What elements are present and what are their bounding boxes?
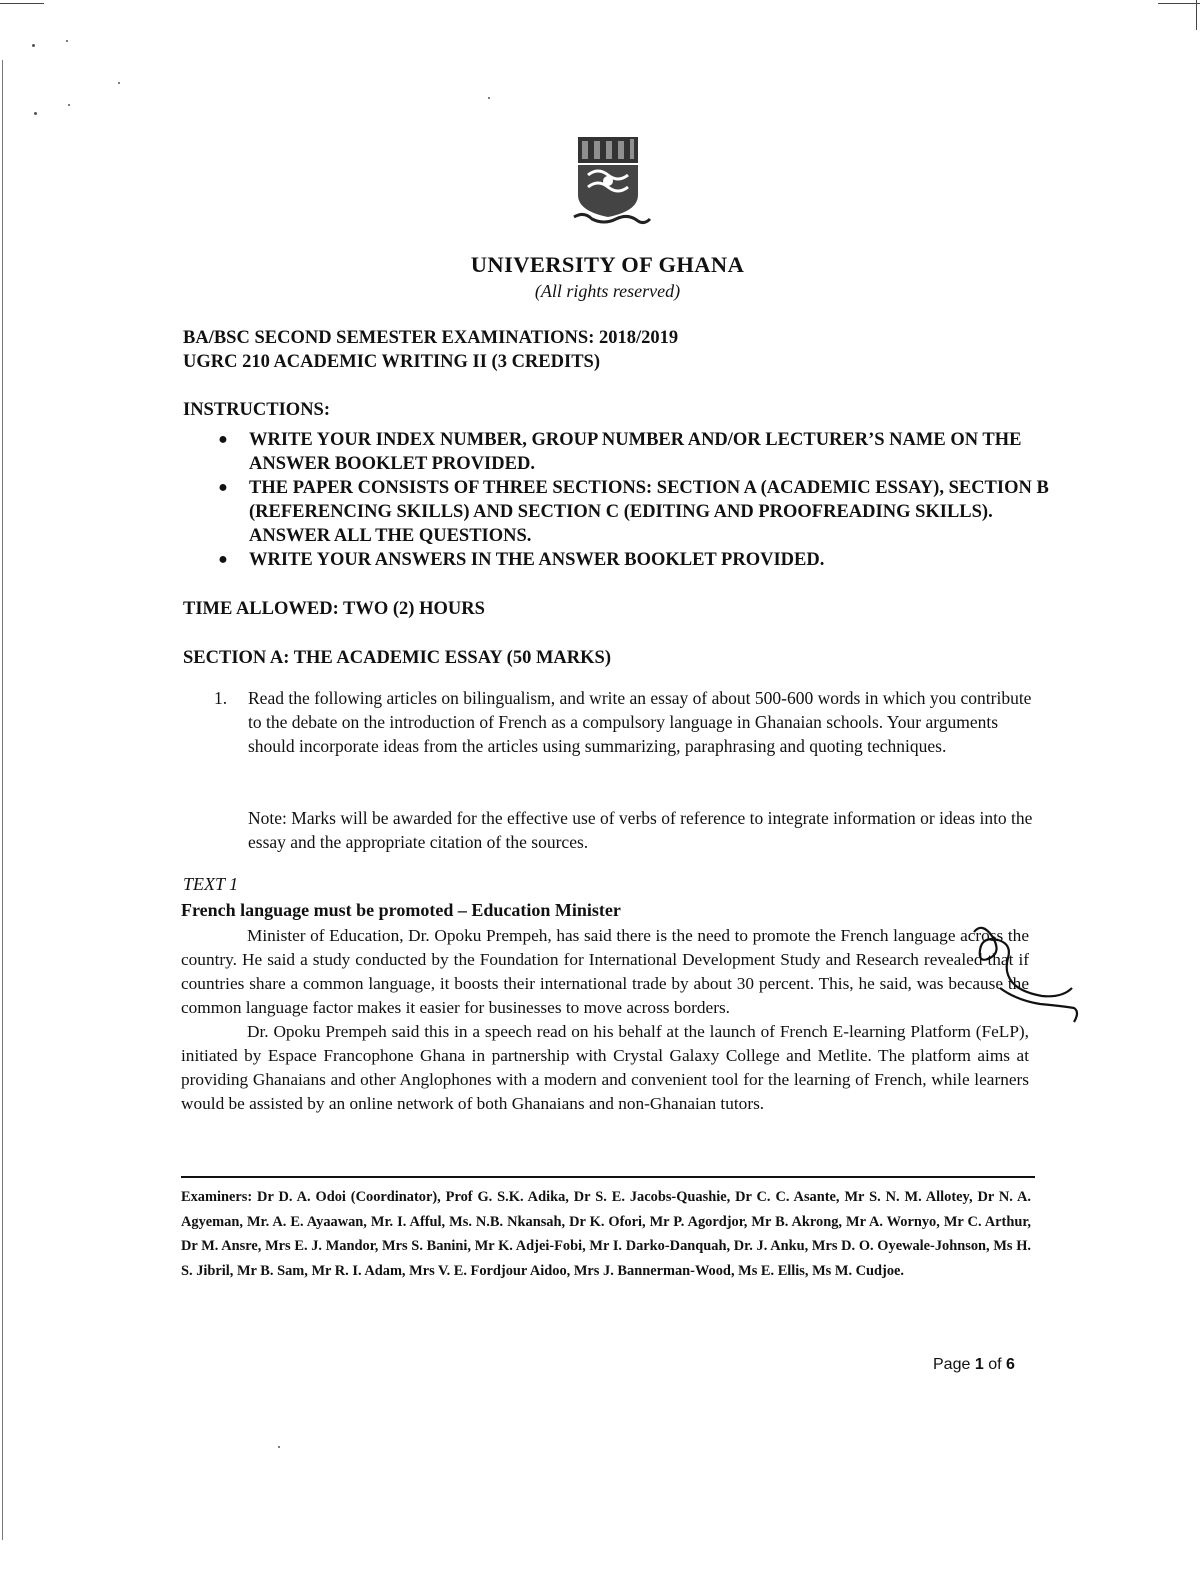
instruction-text: THE PAPER CONSISTS OF THREE SECTIONS: SECTION A (ACADEMIC ESSAY), SECTION B (REFERENCING SKILLS) AND SECTION C (EDITING AND PROOFREADING SKILLS). ANSWER ALL THE QUESTIONS. — [249, 478, 1049, 546]
bullet-icon: ● — [218, 551, 228, 568]
exam-title: BA/BSC SECOND SEMESTER EXAMINATIONS: 2018/2019 — [183, 328, 679, 348]
scan-speck — [66, 40, 68, 42]
text-label: TEXT 1 — [183, 874, 239, 894]
scan-speck — [488, 97, 490, 99]
page-label: Page — [933, 1356, 971, 1373]
page-current: 1 — [974, 1356, 984, 1373]
scan-edge-right — [1196, 0, 1197, 30]
instruction-text: WRITE YOUR INDEX NUMBER, GROUP NUMBER AND/OR LECTURER’S NAME ON THE ANSWER BOOKLET PROVIDED. — [249, 430, 1022, 474]
marking-note: Note: Marks will be awarded for the effective use of verbs of reference to integrate information or ideas into the essay and the appropriate citation of the sources. — [248, 808, 1033, 852]
examiners-list: Examiners: Dr D. A. Odoi (Coordinator), Prof G. S.K. Adika, Dr S. E. Jacobs-Quashie, Dr C. C. Asante, Mr S. N. M. Allotey, Dr N. A. Agyeman, Mr. A. E. Ayaawan, Mr. I. Afful, Ms. N.B. Nkansah, Dr K. Ofori, Mr P. Agordjor, Mr B. Akrong, Mr A. Wornyo, Mr C. Arthur, Dr M. Ansre, Mrs E. J. Mandor, Mrs S. Banini, Mr K. Adjei-Fobi, Mr I. Darko-Danquah, Dr. J. Anku, Mrs D. O. Oyewale-Johnson, Ms H. S. Jibril, Mr B. Sam, Mr R. I. Adam, Mrs V. E. Fordjour Aidoo, Mrs J. Bannerman-Wood, Ms E. Ellis, Ms M. Cudjoe. — [181, 1189, 1031, 1279]
instruction-text: WRITE YOUR ANSWERS IN THE ANSWER BOOKLET PROVIDED. — [249, 550, 825, 570]
footer-divider — [181, 1176, 1035, 1178]
page-total: 6 — [1005, 1356, 1015, 1373]
article-paragraph: Dr. Opoku Prempeh said this in a speech read on his behalf at the launch of French E-learning Platform (FeLP), initiated by Espace Francophone Ghana in partnership with Crystal Galaxy College and Metlite. The platform aims at providing Ghanaians and other Anglophones with a modern and convenient tool for the learning of French, while learners would be assisted by an online network of both Ghanaians and non-Ghanaian tutors. — [181, 1022, 1029, 1113]
page-of: of — [988, 1356, 1002, 1373]
rights-reserved: (All rights reserved) — [534, 281, 681, 301]
instruction-item — [216, 476, 1056, 548]
article-body — [181, 924, 1029, 1116]
scan-speck — [118, 82, 120, 84]
question-1 — [214, 686, 1044, 758]
instructions-list — [216, 428, 1056, 572]
university-title: UNIVERSITY OF GHANA — [470, 252, 745, 277]
scan-edge-top-right — [1158, 3, 1200, 4]
question-number: 1. — [214, 688, 228, 708]
instructions-heading: INSTRUCTIONS: — [183, 400, 331, 420]
pen-scribble — [960, 918, 1080, 1030]
university-crest-icon — [572, 133, 656, 229]
course-title: UGRC 210 ACADEMIC WRITING II (3 CREDITS) — [183, 352, 600, 372]
section-a-heading: SECTION A: THE ACADEMIC ESSAY (50 MARKS) — [183, 648, 611, 668]
question-text: Read the following articles on bilingualism, and write an essay of about 500-600 words in which you contribute to the debate on the introduction of French as a compulsory language in Ghanaian schools. Your arguments should incorporate ideas from the articles using summarizing, paraphrasing and quoting techniques. — [248, 688, 1032, 756]
scan-speck — [278, 1446, 280, 1448]
time-allowed: TIME ALLOWED: TWO (2) HOURS — [183, 599, 485, 619]
page-number — [933, 1356, 1015, 1374]
scan-edge-top-left — [0, 3, 44, 4]
article-paragraph: Minister of Education, Dr. Opoku Prempeh, has said there is the need to promote the French language across the country. He said a study conducted by the Foundation for International Development Study and Research revealed that if countries share a common language, it boosts their international trade by about 30 percent. This, he said, was because the common language factor makes it easier for businesses to move across borders. — [181, 926, 1029, 1017]
scan-speck — [68, 104, 70, 106]
scan-speck — [34, 112, 37, 115]
scan-speck — [32, 44, 35, 47]
bullet-icon: ● — [218, 479, 228, 496]
instruction-item — [216, 548, 1056, 572]
instruction-item — [216, 428, 1056, 476]
article-title: French language must be promoted – Education Minister — [181, 900, 621, 920]
bullet-icon: ● — [218, 431, 228, 448]
